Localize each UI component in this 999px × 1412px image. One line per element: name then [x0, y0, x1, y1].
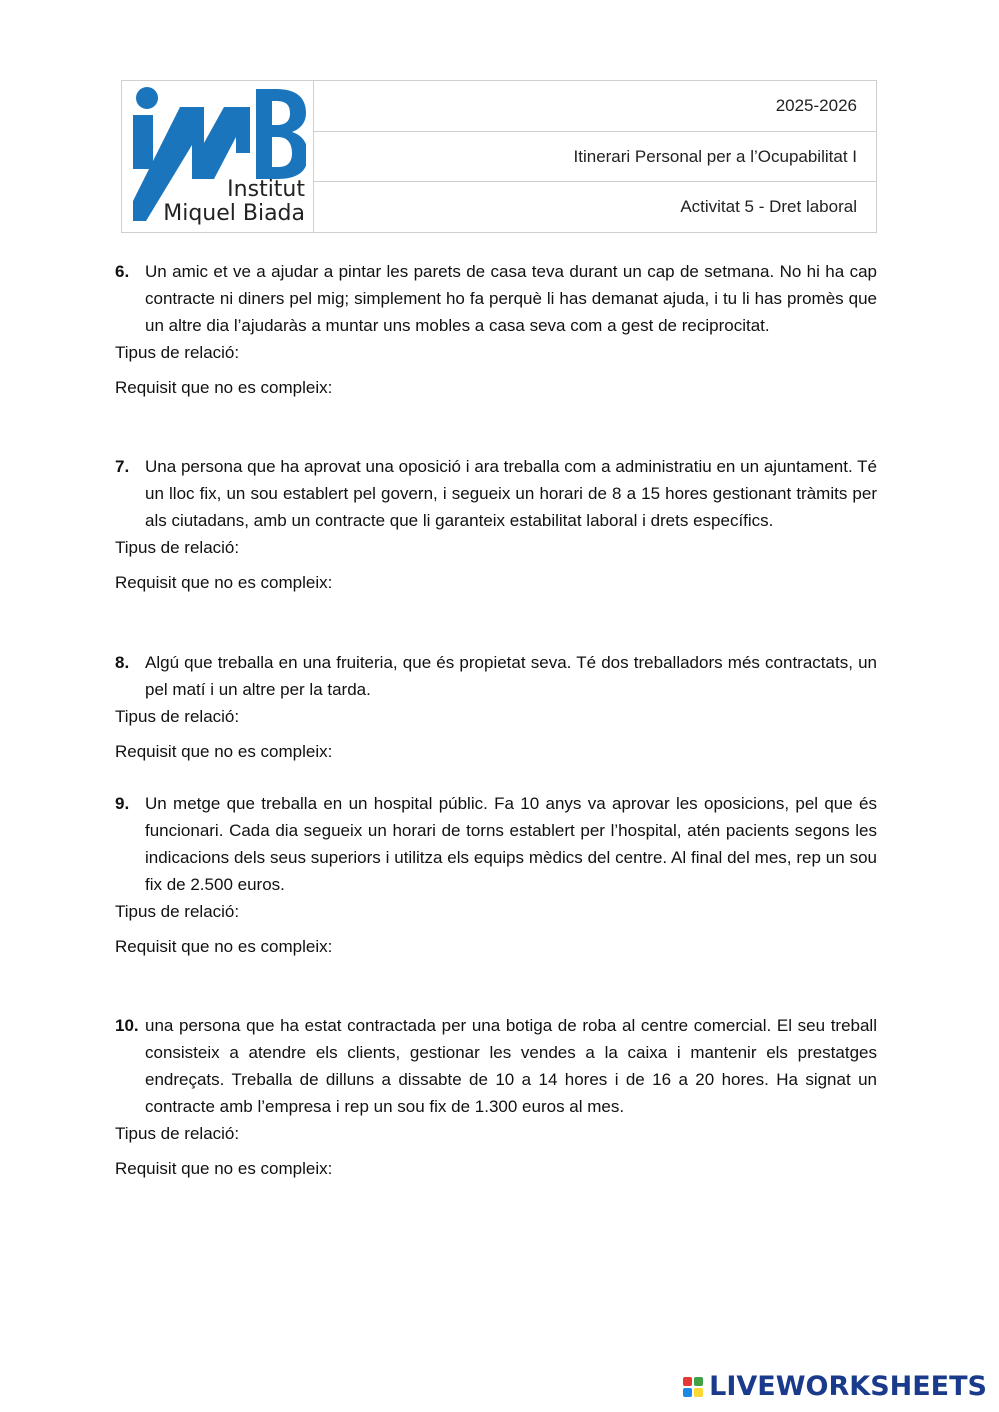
liveworksheets-wordmark: LIVEWORKSHEETS [709, 1371, 987, 1402]
liveworksheets-branding [683, 1371, 987, 1402]
question-number: 8. [115, 653, 130, 672]
question-number: 10. [115, 1016, 139, 1035]
header-info [314, 81, 876, 232]
requirement-label: Requisit que no es compleix: [115, 1159, 333, 1178]
question-text: Una persona que ha aprovat una oposició i ara treballa com a administratiu en un ajuntament. Té un lloc fix, un sou establert pel govern, i segueix un horari de 8 a 15 hores gestionant tràmits per als ciutadans, amb un contracte que li garanteix estabilitat laboral i drets específics. [145, 457, 877, 530]
question-text: una persona que ha estat contractada per una botiga de roba al centre comercial. El seu treball consisteix a atendre els clients, gestionar les vendes a la caixa i mantenir els prestatges endreçats. Treballa de dilluns a dissabte de 10 a 14 hores i de 16 a 20 hores. Ha signat un contracte amb l’empresa i rep un sou fix de 1.300 euros al mes. [145, 1016, 877, 1116]
liveworksheets-icon [683, 1377, 703, 1397]
logo-line-2: Miquel Biada [163, 201, 305, 226]
question-statement [115, 649, 877, 703]
activity-title: Activitat 5 - Dret laboral [680, 197, 857, 217]
school-year: 2025-2026 [314, 81, 876, 132]
relation-type-label: Tipus de relació: [115, 538, 240, 557]
requirement-label: Requisit que no es compleix: [115, 742, 333, 761]
question-number: 9. [115, 794, 130, 813]
question-number: 7. [115, 457, 130, 476]
question-number: 6. [115, 262, 130, 281]
question-text: Un metge que treballa en un hospital públic. Fa 10 anys va aprovar les oposicions, pel que és funcionari. Cada dia segueix un horari de torns establert per l’hospital, atén pacients segons les indicacions dels seus superiors i utilitza els equips mèdics del centre. Al final del mes, rep un sou fix de 2.500 euros. [145, 794, 877, 894]
question-6 [115, 258, 877, 401]
question-7 [115, 453, 877, 596]
question-text: Algú que treballa en una fruiteria, que és propietat seva. Té dos treballadors més contractats, un pel matí i un altre per la tarda. [145, 653, 877, 699]
question-9 [115, 790, 877, 960]
logo-line-1: Institut [227, 177, 305, 202]
relation-type-label: Tipus de relació: [115, 1124, 240, 1143]
question-statement [115, 258, 877, 339]
question-8 [115, 649, 877, 765]
question-10 [115, 1012, 877, 1182]
question-text: Un amic et ve a ajudar a pintar les parets de casa teva durant un cap de setmana. No hi ha cap contracte ni diners pel mig; simplement ho fa perquè li has demanat ajuda, i tu li has promès que un altre dia l’ajudaràs a muntar uns mobles a casa seva com a gest de reciprocitat. [145, 262, 877, 335]
requirement-label: Requisit que no es compleix: [115, 378, 333, 397]
relation-type-label: Tipus de relació: [115, 707, 240, 726]
question-statement [115, 1012, 877, 1120]
relation-type-label: Tipus de relació: [115, 343, 240, 362]
relation-type-label: Tipus de relació: [115, 902, 240, 921]
course-name: Itinerari Personal per a l’Ocupabilitat I [314, 132, 876, 183]
requirement-label: Requisit que no es compleix: [115, 937, 333, 956]
question-statement [115, 453, 877, 534]
school-logo [122, 81, 314, 232]
question-statement [115, 790, 877, 898]
requirement-label: Requisit que no es compleix: [115, 573, 333, 592]
document-header [121, 80, 877, 233]
